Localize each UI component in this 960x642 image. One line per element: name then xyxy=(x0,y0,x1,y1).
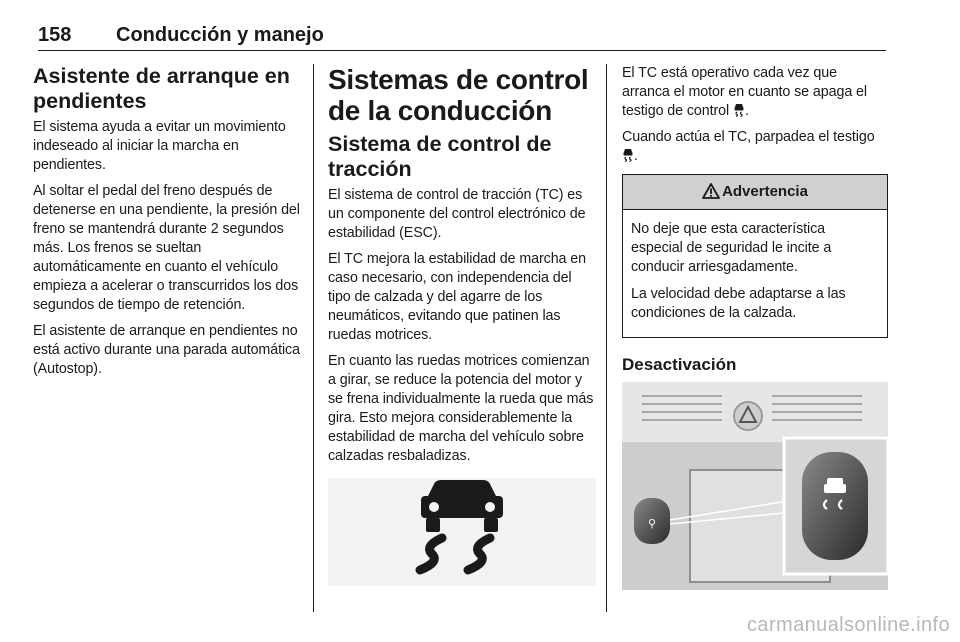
paragraph: El TC está operativo cada vez que arranca el motor en cuanto se apaga el testigo de control . xyxy=(622,65,867,119)
paragraph: El sistema ayuda a evitar un movimiento indeseado al iniciar la marcha en pendientes. xyxy=(33,119,286,173)
traction-control-icon xyxy=(328,478,596,586)
paragraph: El asistente de arranque en pendientes no está activo durante una parada automática (Autostop). xyxy=(33,323,300,377)
column-hill-start-assist xyxy=(33,64,301,386)
page-header xyxy=(38,22,886,51)
paragraph: El TC mejora la estabilidad de marcha en caso necesario, con independencia del tipo de calzada y del agarre de los neumáticos, evitando que patinen las ruedas motrices. xyxy=(328,251,586,343)
dashboard-illustration xyxy=(622,382,888,590)
column-tc-operation xyxy=(622,64,888,590)
section-heading: Asistente de arranque en pendientes xyxy=(33,64,290,113)
deactivation-heading: Desactivación xyxy=(622,355,737,374)
paragraph: No deje que esta característica especial de seguridad le incite a conducir arriesgadamente. xyxy=(631,221,832,275)
column-divider xyxy=(606,64,607,612)
tc-warning-light-icon xyxy=(733,103,745,117)
paragraph: La velocidad debe adaptarse a las condiciones de la calzada. xyxy=(631,286,846,321)
subsection-heading: Sistema de control de tracción xyxy=(328,132,552,181)
paragraph: En cuanto las ruedas motrices comienzan a girar, se reduce la potencia del motor y se frena individualmente la rueda que más gira. Esto mejora considerablemente la estabilidad de marcha del vehículo sobre calzadas resbaladizas. xyxy=(328,353,594,464)
paragraph: El sistema de control de tracción (TC) es un componente del control electrónico de estabilidad (ESC). xyxy=(328,187,586,241)
section-heading: Sistemas de control de la conducción xyxy=(328,64,589,126)
svg-text:⚲: ⚲ xyxy=(647,517,657,530)
tc-warning-light-icon xyxy=(622,148,634,162)
watermark: carmanualsonline.info xyxy=(747,614,950,636)
warning-header xyxy=(623,175,887,210)
warning-triangle-icon xyxy=(702,183,720,199)
column-divider xyxy=(313,64,314,612)
column-driving-control xyxy=(328,64,596,586)
paragraph: Al soltar el pedal del freno después de detenerse en una pendiente, la presión del freno se mantendrá durante 2 segundos más. Los frenos se sueltan automáticamente en cuanto el vehículo empieza a acelerar o transcurridos los dos segundos de tiempo de retención. xyxy=(33,183,300,313)
warning-title: Advertencia xyxy=(722,183,808,200)
page-number: 158 xyxy=(38,24,72,46)
chapter-title: Conducción y manejo xyxy=(116,24,324,46)
warning-body xyxy=(623,210,887,337)
dashboard-photo xyxy=(622,382,888,590)
traction-control-illustration xyxy=(328,478,596,586)
paragraph: Cuando actúa el TC, parpadea el testigo . xyxy=(622,129,875,164)
warning-box xyxy=(622,174,888,338)
